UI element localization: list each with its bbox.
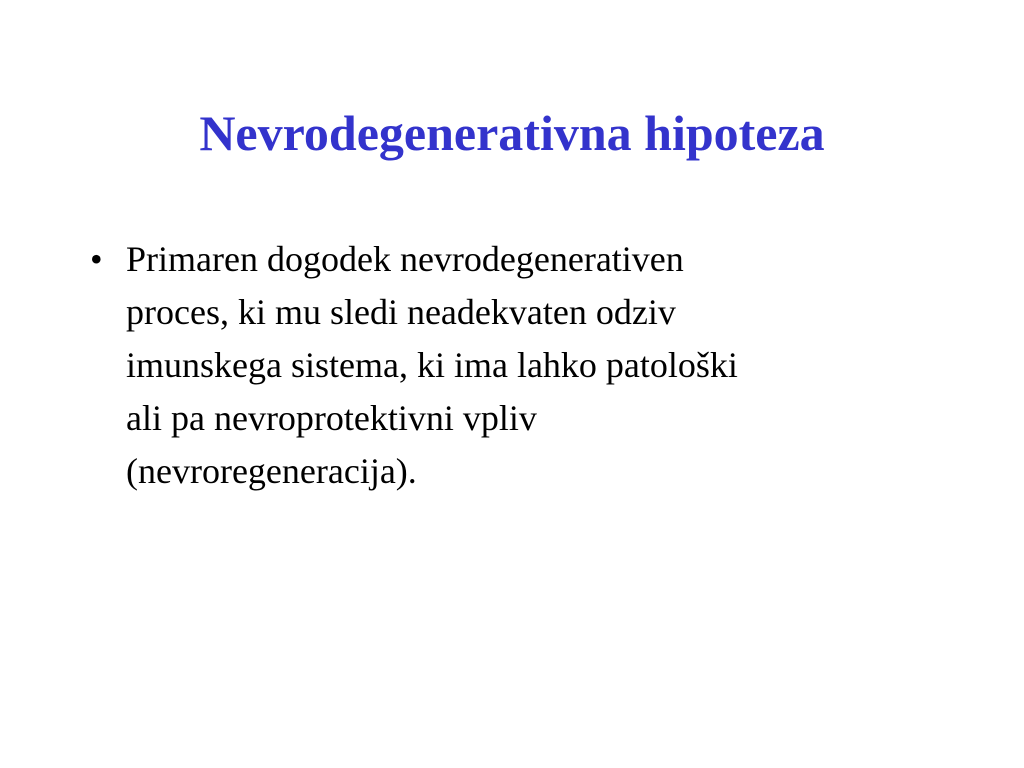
bullet-item: [86, 233, 946, 498]
bullet-marker: •: [90, 239, 103, 279]
bullet-text-line-2: proces, ki mu sledi neadekvaten odziv: [126, 292, 676, 332]
bullet-text-line-1: Primaren dogodek nevrodegenerativen: [126, 239, 684, 279]
bullet-text-line-4: ali pa nevroprotektivni vpliv: [126, 398, 537, 438]
bullet-text-line-5: (nevroregeneracija).: [126, 451, 417, 491]
bullet-text-line-3: imunskega sistema, ki ima lahko patološki: [126, 345, 738, 385]
slide-title: Nevrodegenerativna hipoteza: [199, 105, 825, 161]
bullet-list: [86, 233, 946, 498]
